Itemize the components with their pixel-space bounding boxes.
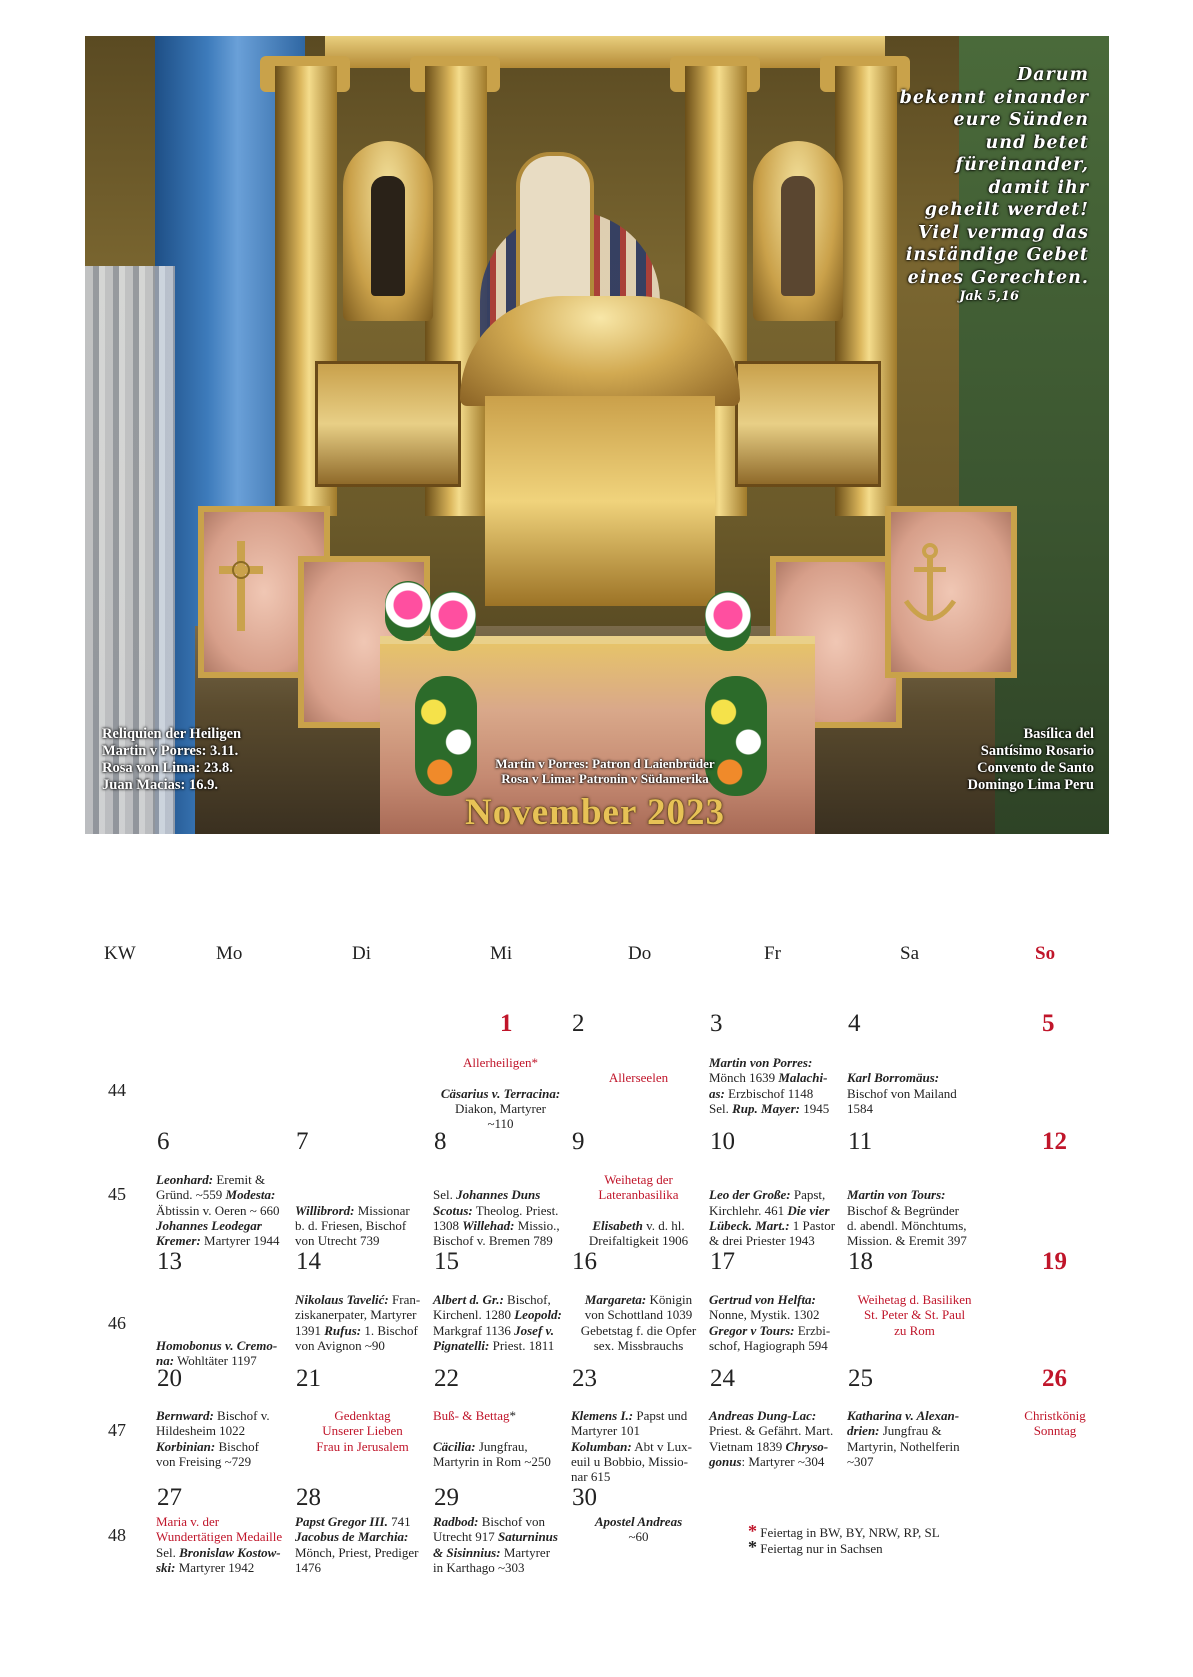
entry-text: Mönch, Priest, Prediger [295,1544,419,1560]
week-number: 47 [108,1420,126,1440]
entry-text: Gründ. ~559 [156,1187,226,1203]
day-number: 16 [572,1248,597,1275]
entry-text: Wohltäter 1197 [174,1353,257,1369]
caption-line: Rosa v Lima: Patronin v Südamerika [501,771,709,786]
legend-star: * [748,1521,757,1541]
day-number: 25 [848,1365,873,1392]
day-entry [709,1172,844,1248]
day-number: 28 [296,1484,321,1511]
weekday-header: Di [352,943,371,964]
entry-text: Bischof v. [213,1408,270,1423]
day-entry [295,1172,430,1248]
entry-text: Eremit & [213,1172,266,1187]
caption-line: Martin v Porres: 3.11. [102,743,239,759]
entry-text: Bischof, [503,1292,551,1307]
photo-flowers [705,591,751,651]
entry-text: Nonne, Mystik. 1302 [709,1307,820,1323]
day-number: 11 [848,1128,873,1155]
day-number: 3 [710,1010,723,1037]
weekday-header: Mi [490,943,513,964]
legend-star: * [748,1536,757,1557]
day-number: 18 [848,1248,873,1275]
photo-frieze [325,36,885,68]
entry-text: Papst und [633,1408,688,1423]
day-number: 29 [434,1484,459,1511]
entry-text: Missionar [354,1202,410,1218]
entry-text: Hildesheim 1022 [156,1423,246,1439]
caption-line: Domingo Lima Peru [967,777,1094,793]
entry-text: Martyrer 1942 [175,1559,255,1575]
day-entry [433,1514,568,1575]
saint-name: Elisabeth [592,1217,643,1233]
saint-name: Kremer: [156,1233,201,1249]
quote-line: eure Sünden [953,110,1089,130]
saint-name: Margareta: [584,1292,647,1307]
feast-label: St. Peter & St. Paul [863,1307,966,1323]
day-number: 17 [710,1248,735,1275]
quote-line: Darum [1017,65,1089,85]
entry-text: d. abendl. Mönchtums, [847,1217,967,1233]
entry-text: Priest. & Gefährt. Mart. [709,1423,834,1439]
saint-name: Johannes Leodegar [156,1217,262,1233]
saint-name: Apostel Andreas [594,1514,683,1529]
entry-text: Missio., [514,1217,560,1233]
day-entry [709,1055,844,1116]
saint-name: Rufus: [324,1322,362,1338]
week-number: 46 [108,1313,126,1333]
day-entry [995,1408,1115,1439]
entry-text: Martyrer [500,1544,551,1560]
weekday-header: Mo [216,943,243,964]
quote-line: und betet [985,132,1089,153]
caption-line: Santísimo Rosario [980,743,1094,759]
saint-name: Bronislaw Kostow- [179,1544,281,1560]
saint-name: na: [156,1353,175,1369]
feast-label: Weihetag d. Basiliken [857,1292,972,1307]
month-title: November 2023 [465,792,725,833]
day-entry [433,1408,568,1469]
day-entry [571,1292,706,1353]
entry-text: Gebetstag f. die Opfer [580,1322,697,1338]
entry-text: nar 615 [571,1469,611,1485]
feast-label: Lateranbasilika [598,1187,679,1203]
day-number: 7 [296,1128,309,1155]
entry-text: Äbtissin v. Oeren ~ 660 [156,1202,280,1218]
entry-text: Martyrer 101 [571,1423,640,1439]
entry-text: v. d. hl. [642,1217,685,1233]
day-entry [156,1292,291,1368]
entry-text: * [509,1408,517,1423]
day-number: 5 [1042,1010,1055,1037]
saint-name: Johannes Duns [456,1187,541,1203]
day-number: 15 [434,1248,459,1275]
saint-name: drien: [847,1423,880,1439]
entry-text: Bischof v. Bremen 789 [433,1233,553,1249]
saint-name: Karl Borromäus: [847,1070,940,1086]
saint-name: Leonhard: [156,1172,214,1187]
saint-name: gonus [709,1453,742,1469]
feast-label: Unserer Lieben [322,1423,403,1439]
entry-text: Bischof von [478,1514,545,1529]
caption-line: Basílica del [1023,726,1094,742]
saint-name: & Sisinnius: [433,1544,501,1560]
weekday-header: KW [104,943,136,964]
quote-line: damit ihr [988,177,1089,198]
quote-reference: Jak 5,16 [959,289,1019,304]
saint-name: Andreas Dung-Lac: [709,1408,817,1423]
quote-line: bekennt einander [899,87,1089,108]
saint-name: Nikolaus Tavelić: [295,1292,389,1307]
day-entry [433,1055,568,1131]
quote-line: inständige Gebet [905,245,1089,265]
saint-name: Pignatelli: [433,1337,490,1353]
feast-label: Allerseelen [608,1070,669,1086]
entry-text: Martyrin, Nothelferin [847,1438,960,1454]
entry-text: Erzbi- [794,1322,831,1338]
saint-name: Katharina v. Alexan- [847,1408,960,1423]
photo-statue-right [781,176,815,296]
day-number: 19 [1042,1248,1067,1275]
day-entry [156,1408,291,1469]
feast-label: Wundertätigen Medaille [156,1529,283,1545]
entry-text: Mission. & Eremit 397 [847,1233,967,1249]
weekday-header: So [1035,943,1056,964]
saint-name: Korbinian: [156,1438,216,1454]
photo-reliquary-left [315,361,461,487]
saint-name: Martin von Tours: [847,1187,946,1203]
caption-line: Reliquien der Heiligen [102,726,242,742]
legend-text: Feiertag nur in Sachsen [760,1540,883,1556]
week-number: 45 [108,1184,126,1204]
saint-name: as: [709,1085,725,1101]
entry-text: 1308 [433,1217,463,1233]
day-number: 13 [157,1248,182,1275]
day-number: 23 [572,1365,597,1392]
photo-tabernacle [485,396,715,606]
feast-label: Buß- & Bettag [433,1408,510,1423]
entry-text: : Martyrer ~304 [741,1453,825,1469]
holiday-legend [748,1521,940,1557]
entry-text: von Utrecht 739 [295,1233,380,1249]
entry-text: b. d. Friesen, Bischof [295,1217,407,1233]
caption-line: Martin v Porres: Patron d Laienbrüder [495,756,715,771]
entry-text: 1945 [800,1100,830,1116]
entry-text: schof, Hagiograph 594 [709,1337,828,1353]
weekday-header: Do [628,943,652,964]
entry-text: 1391 [295,1322,325,1338]
photo-statue-center [520,156,590,316]
caption-line: Rosa von Lima: 23.8. [102,760,233,776]
feast-label: Frau in Jerusalem [316,1438,409,1454]
saint-name: Leopold: [514,1307,562,1323]
saint-name: Modesta: [225,1187,276,1203]
entry-text: 741 [387,1514,411,1529]
saint-name: Jacobus de Marchia: [295,1529,409,1545]
entry-text: von Freising ~729 [156,1453,252,1469]
day-number: 20 [157,1365,182,1392]
entry-text: Sel. [709,1100,733,1116]
day-entry [156,1514,291,1575]
saint-name: Cäcilia: [433,1438,476,1454]
entry-text: Fran- [388,1292,421,1307]
day-entry [847,1408,982,1469]
saint-name: Homobonus v. Cremo- [156,1337,278,1353]
day-entry [571,1055,706,1086]
saint-name: Klemens I.: [571,1408,634,1423]
entry-text: Diakon, Martyrer [455,1100,546,1116]
entry-text: 1584 [847,1100,873,1116]
day-entry [295,1408,430,1454]
feast-label: Gedenktag [334,1408,391,1423]
entry-text: Mönch 1639 [709,1070,779,1086]
feast-label: Sonntag [1033,1423,1077,1439]
saint-name: Radbod: [433,1514,479,1529]
week-number: 44 [108,1080,126,1100]
entry-text: 1 Pastor [789,1217,836,1233]
saint-name: Malachi- [778,1070,828,1086]
day-number: 12 [1042,1128,1067,1155]
patron-caption [445,756,765,786]
saint-name: Willibrord: [295,1202,355,1218]
entry-text: Dreifaltigkeit 1906 [588,1233,689,1249]
entry-text: 1476 [295,1559,321,1575]
saint-name: Papst Gregor III. [295,1514,388,1529]
altar-photo [85,36,1109,834]
day-number: 10 [710,1128,735,1155]
feast-label: zu Rom [894,1322,935,1338]
saint-name: Die vier [787,1202,830,1218]
day-number: 14 [296,1248,321,1275]
day-entry [709,1408,844,1469]
day-number: 27 [157,1484,182,1511]
feast-label: Maria v. der [156,1514,220,1529]
day-entry [847,1055,982,1116]
entry-text: Martyrin in Rom ~250 [433,1453,551,1469]
saint-name: ski: [156,1559,176,1575]
entry-text: ~60 [628,1529,649,1545]
entry-text: & drei Priester 1943 [709,1233,815,1249]
photo-flowers [430,591,476,651]
day-number: 2 [572,1010,585,1037]
cross-icon [213,536,269,636]
saint-name: Willehad: [462,1217,515,1233]
day-entry [295,1292,430,1353]
entry-text: euil u Bobbio, Missio- [571,1453,689,1469]
day-number: 26 [1042,1365,1067,1392]
entry-text: ~307 [847,1453,874,1469]
day-number: 1 [500,1010,513,1037]
weekday-header: Fr [764,943,781,964]
entry-text: Vietnam 1839 [709,1438,786,1454]
saint-name: Rup. Mayer: [732,1100,801,1116]
location-caption [874,726,1094,794]
entry-text: Utrecht 917 [433,1529,498,1545]
day-number: 30 [572,1484,597,1511]
legend-item [748,1536,940,1557]
saint-name: Lübeck. Mart.: [709,1217,790,1233]
entry-text: ziskanerpater, Martyrer [295,1307,417,1323]
entry-text: Bischof & Begründer [847,1202,959,1218]
anchor-icon [900,541,960,636]
photo-flowers [385,581,431,641]
legend-text: Feiertag in BW, BY, NRW, RP, SL [760,1525,940,1540]
day-entry [571,1408,706,1484]
caption-line: Juan Macias: 16.9. [102,777,218,793]
day-number: 24 [710,1365,735,1392]
entry-text: von Avignon ~90 [295,1337,385,1353]
day-number: 22 [434,1365,459,1392]
entry-text: in Karthago ~303 [433,1559,525,1575]
quote-line: Viel vermag das [918,222,1089,243]
day-entry [571,1514,706,1545]
day-number: 21 [296,1365,321,1392]
entry-text: Jungfrau & [879,1423,942,1439]
saint-name: Cäsarius v. Terracina: [440,1085,561,1101]
day-entry [295,1514,430,1575]
quote-line: eines Gerechten. [907,267,1089,288]
day-entry [847,1292,982,1338]
entry-text: Martyrer 1944 [200,1233,280,1249]
photo-statue-left [371,176,405,296]
entry-text: von Schottland 1039 [584,1307,693,1323]
entry-text: Markgraf 1136 [433,1322,515,1338]
entry-text: Bischof [215,1438,259,1454]
day-entry [571,1172,706,1248]
day-number: 6 [157,1128,170,1155]
day-number: 8 [434,1128,447,1155]
saint-name: Saturninus [497,1529,558,1545]
entry-text: ~110 [487,1116,514,1132]
day-number: 9 [572,1128,585,1155]
entry-text: Sel. [156,1544,180,1560]
day-entry [433,1292,568,1353]
caption-line: Convento de Santo [977,760,1094,776]
saint-name: Gertrud von Helfta: [709,1292,816,1307]
saint-name: Josef v. [514,1322,555,1338]
entry-text: Jungfrau, [475,1438,528,1454]
entry-text: Abt v Lux- [631,1438,692,1454]
saint-name: Chryso- [785,1438,829,1454]
entry-text: Theolog. Priest. [472,1202,559,1218]
entry-text: 1. Bischof [361,1322,418,1338]
quote-line: füreinander, [955,155,1089,175]
entry-text: Königin [646,1292,693,1307]
weekday-header: Sa [900,943,919,964]
entry-text: Papst, [790,1187,826,1203]
day-number: 4 [848,1010,861,1037]
week-number: 48 [108,1525,126,1545]
feast-label: Christkönig [1024,1408,1086,1423]
bible-quote [869,64,1089,304]
entry-text: Priest. 1811 [489,1337,555,1353]
saint-name: Scotus: [433,1202,473,1218]
entry-text: Bischof von Mailand [847,1085,957,1101]
photo-reliquary-right [735,361,881,487]
feast-label: Weihetag der [604,1172,673,1187]
saint-name: Gregor v Tours: [709,1322,795,1338]
relics-caption [102,726,332,794]
entry-text: Sel. [433,1187,457,1203]
saint-name: Martin von Porres: [709,1055,813,1070]
entry-text: sex. Missbrauchs [593,1337,684,1353]
day-entry [847,1172,982,1248]
entry-text: Kirchlehr. 461 [709,1202,788,1218]
saint-name: Bernward: [156,1408,214,1423]
entry-text: Erzbischof 1148 [724,1085,814,1101]
day-entry [433,1172,568,1248]
day-entry [709,1292,844,1353]
entry-text: Kirchenl. 1280 [433,1307,515,1323]
feast-label: Allerheiligen* [462,1055,539,1070]
saint-name: Albert d. Gr.: [433,1292,504,1307]
day-entry [156,1172,291,1248]
saint-name: Leo der Große: [709,1187,791,1203]
legend-item [748,1521,940,1541]
quote-line: geheilt werdet! [924,200,1089,220]
saint-name: Kolumban: [571,1438,632,1454]
